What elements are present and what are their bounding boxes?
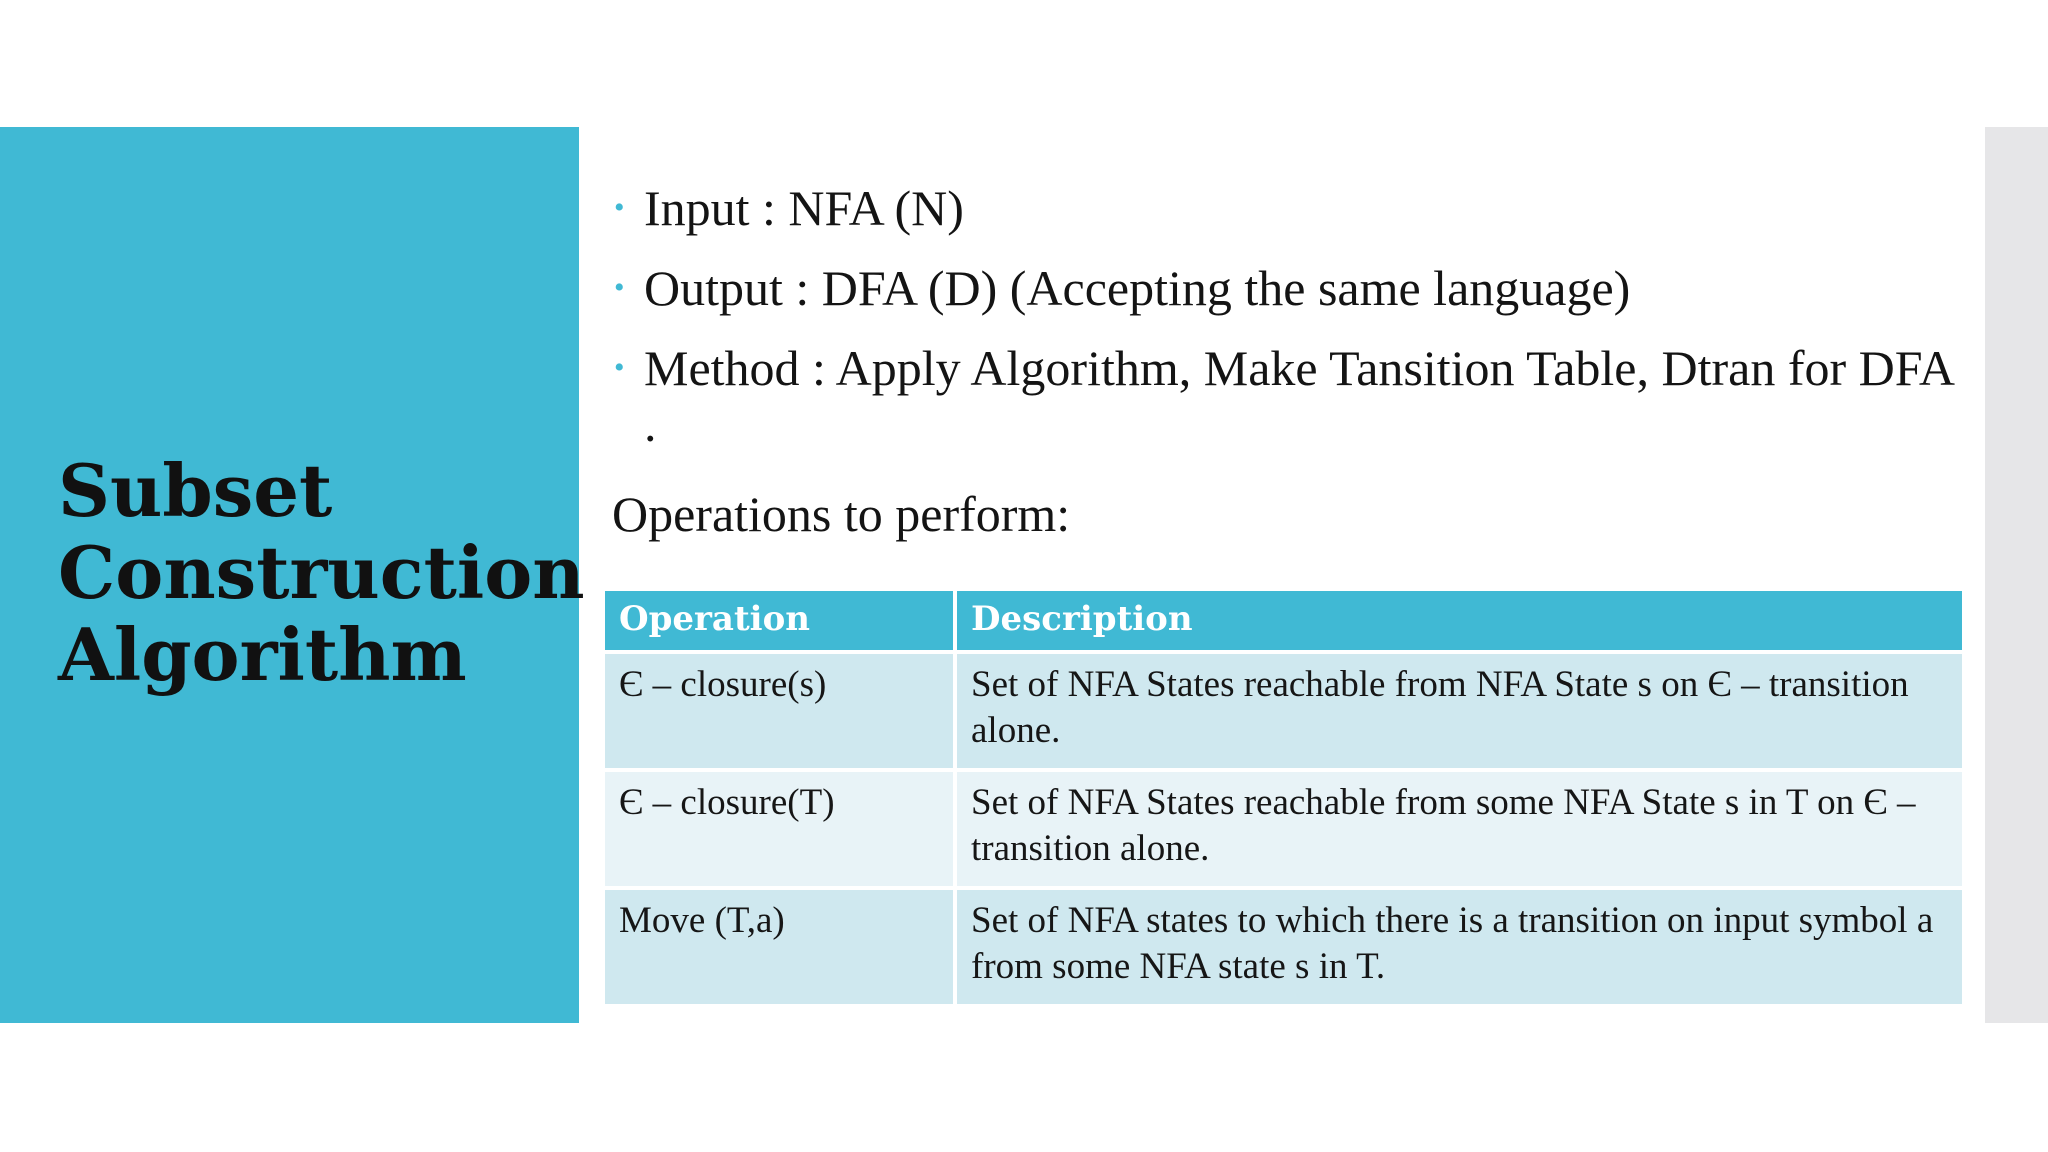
table-row (603, 770, 1964, 888)
title-line-2: Construction (58, 530, 585, 615)
cell-description: Set of NFA States reachable from some NFA State s in T on Є –transition alone. (955, 770, 1964, 888)
table-row (603, 888, 1964, 1006)
bullet-text: Input : NFA (N) (644, 180, 964, 236)
operations-table (601, 587, 1966, 1008)
table-header-row (603, 589, 1964, 652)
title-line-3: Algorithm (58, 612, 467, 697)
bullet-list (612, 180, 1972, 476)
bullet-input (612, 180, 1972, 236)
header-operation: Operation (603, 589, 955, 652)
bullet-method (612, 340, 1972, 452)
cell-description: Set of NFA states to which there is a transition on input symbol a from some NFA state s in T. (955, 888, 1964, 1006)
header-description: Description (955, 589, 1964, 652)
slide-title (58, 448, 585, 697)
bullet-text: Method : Apply Algorithm, Make Tansition Table, Dtran for DFA . (644, 340, 1953, 452)
right-edge-strip (1985, 127, 2048, 1023)
cell-operation: Є – closure(s) (603, 652, 955, 770)
bullet-dot-icon: • (614, 351, 625, 384)
table-row (603, 652, 1964, 770)
bullet-dot-icon: • (614, 271, 625, 304)
bullet-dot-icon: • (614, 191, 625, 224)
operations-heading: Operations to perform: (612, 486, 1071, 542)
bullet-output (612, 260, 1972, 316)
cell-operation: Move (T,a) (603, 888, 955, 1006)
bullet-text: Output : DFA (D) (Accepting the same language) (644, 260, 1631, 316)
cell-description: Set of NFA States reachable from NFA State s on Є – transition alone. (955, 652, 1964, 770)
title-line-1: Subset (58, 448, 333, 533)
cell-operation: Є – closure(T) (603, 770, 955, 888)
